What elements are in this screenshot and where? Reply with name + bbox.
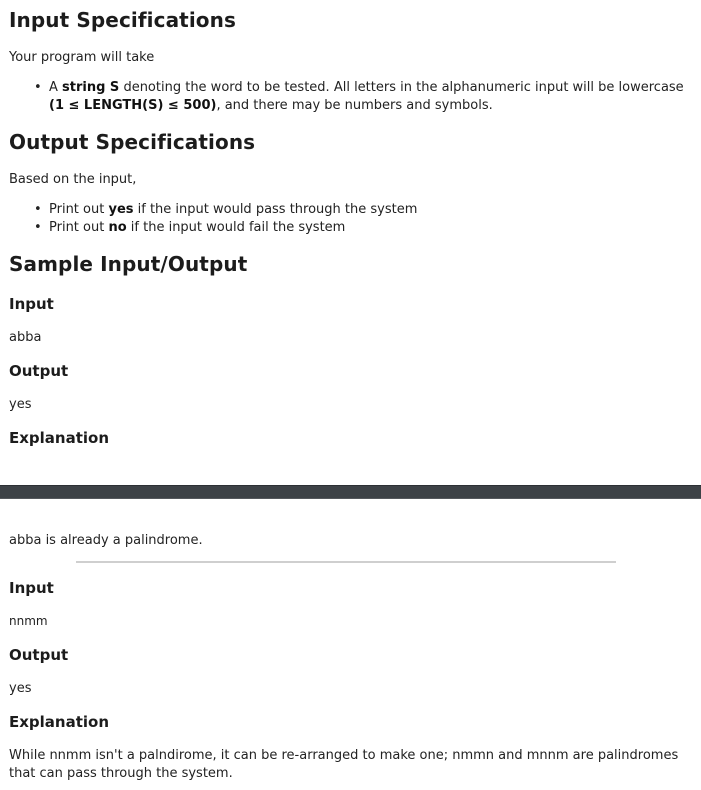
case2-explanation-line1: While nnmm isn't a palndirome, it can be re-arranged to make one; nmmn and mnnm are palindromes	[9, 748, 679, 763]
input-spec-list	[33, 79, 684, 115]
case1-input-label: Input	[9, 295, 54, 313]
input-spec-intro: Your program will take	[9, 50, 155, 65]
case2-output-label: Output	[9, 646, 69, 664]
case1-explanation-text: abba is already a palindrome.	[9, 533, 203, 548]
output-spec-item: • Print out no if the input would fail the system	[34, 220, 346, 235]
case1-output-value: yes	[9, 397, 32, 412]
sample-heading: Sample Input/Output	[9, 252, 248, 276]
bullet-icon: •	[34, 220, 42, 235]
bullet-icon: •	[34, 202, 42, 217]
case1-output-label: Output	[9, 362, 69, 380]
case-divider	[76, 561, 616, 563]
output-spec-intro: Based on the input,	[9, 172, 137, 187]
case1-explanation-label: Explanation	[9, 429, 110, 447]
input-spec-item: • A string S denoting the word to be tested. All letters in the alphanumeric input will be lowercase	[34, 80, 684, 95]
case2-input-value: nnmm	[9, 614, 48, 628]
output-spec-list	[33, 201, 417, 237]
case2-output-value: yes	[9, 681, 32, 696]
case1-input-value: abba	[9, 330, 42, 345]
case2-explanation-label: Explanation	[9, 713, 110, 731]
page-break-band	[0, 485, 701, 499]
case2-explanation-line2: that can pass through the system.	[9, 766, 233, 781]
input-spec-heading: Input Specifications	[9, 8, 236, 32]
output-spec-item: • Print out yes if the input would pass through the system	[34, 202, 418, 217]
length-constraint: (1 ≤ LENGTH(S) ≤ 500)	[49, 98, 217, 113]
case2-input-label: Input	[9, 579, 54, 597]
string-s-term: string S	[62, 80, 120, 95]
input-spec-item-continuation: (1 ≤ LENGTH(S) ≤ 500), and there may be numbers and symbols.	[49, 98, 493, 113]
bullet-icon: •	[34, 80, 42, 95]
output-spec-heading: Output Specifications	[9, 130, 256, 154]
